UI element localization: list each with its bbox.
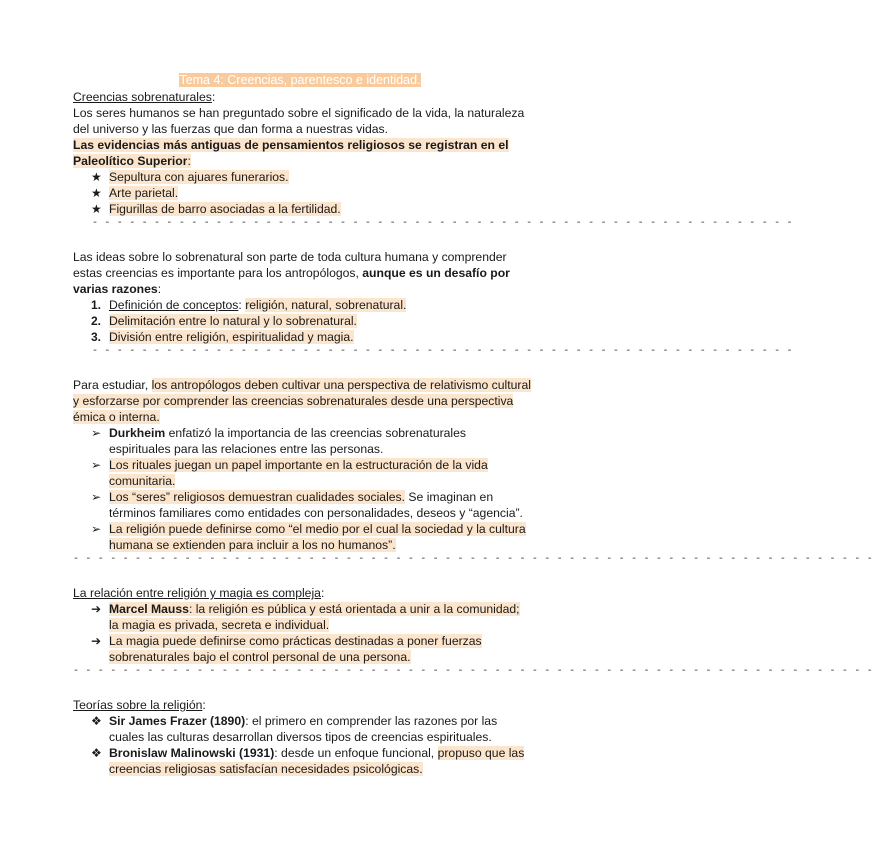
list-item: La religión puede definirse como “el medio por el cual la sociedad y la cultura xyxy=(109,522,526,536)
dashed-separator: - - - - - - - - - - - - - - - - - - - - - - - - - - - - - - - - - - - - - - - - - - - - - - - - - - - - - - - - - - - - - - - - - xyxy=(73,554,873,565)
star-bullet-icon: ★ xyxy=(91,186,102,200)
list-number: 2. xyxy=(91,314,102,328)
paragraph-line: del universo y las fuerzas que dan forma a nuestras vidas. xyxy=(73,122,389,136)
section-heading-creencias: Creencias sobrenaturales: xyxy=(73,90,216,104)
paragraph-line: émica o interna. xyxy=(73,410,160,424)
arrow-bullet-icon: ➔ xyxy=(91,634,102,648)
bold-statement: Paleolítico Superior: xyxy=(73,154,191,168)
list-item: La magia puede definirse como prácticas destinadas a poner fuerzas xyxy=(109,634,482,648)
list-item: Los “seres” religiosos demuestran cualidades sociales. Se imaginan en xyxy=(109,490,494,504)
list-item-continuation: espirituales para las relaciones entre las personas. xyxy=(109,442,384,456)
list-item: División entre religión, espiritualidad y magia. xyxy=(109,330,354,344)
diamond-bullet-icon: ❖ xyxy=(91,746,102,760)
list-number: 1. xyxy=(91,298,102,312)
paragraph-line: varias razones: xyxy=(73,282,162,296)
arrowhead-bullet-icon: ➢ xyxy=(91,522,102,536)
star-bullet-icon: ★ xyxy=(91,202,102,216)
arrowhead-bullet-icon: ➢ xyxy=(91,490,102,504)
bold-statement: Las evidencias más antiguas de pensamientos religiosos se registran en el xyxy=(73,138,509,152)
arrowhead-bullet-icon: ➢ xyxy=(91,458,102,472)
document-title xyxy=(0,72,600,88)
list-item-continuation: sobrenaturales bajo el control personal de una persona. xyxy=(109,650,411,664)
star-bullet-icon: ★ xyxy=(91,170,102,184)
list-item: Sir James Frazer (1890): el primero en comprender las razones por las xyxy=(109,714,498,728)
list-item: Durkheim enfatizó la importancia de las creencias sobrenaturales xyxy=(109,426,467,440)
list-item-continuation: cuales las culturas desarrollan diversos tipos de creencias espirituales. xyxy=(109,730,492,744)
list-item: Figurillas de barro asociadas a la fertilidad. xyxy=(109,202,341,216)
list-item: Sepultura con ajuares funerarios. xyxy=(109,170,289,184)
list-item-continuation: términos familiares como entidades con personalidades, deseos y “agencia”. xyxy=(109,506,523,520)
list-number: 3. xyxy=(91,330,102,344)
paragraph-line: Los seres humanos se han preguntado sobre el significado de la vida, la naturaleza xyxy=(73,106,525,120)
list-item-continuation: humana se extienden para incluir a los no humanos”. xyxy=(109,538,396,552)
diamond-bullet-icon: ❖ xyxy=(91,714,102,728)
paragraph-line: Para estudiar, los antropólogos deben cultivar una perspectiva de relativismo cultural xyxy=(73,378,531,392)
list-item-continuation: comunitaria. xyxy=(109,474,176,488)
paragraph-line: estas creencias es importante para los antropólogos, aunque es un desafío por xyxy=(73,266,510,280)
list-item: Definición de conceptos: religión, natural, sobrenatural. xyxy=(109,298,407,312)
dashed-separator: - - - - - - - - - - - - - - - - - - - - - - - - - - - - - - - - - - - - - - - - - - - - - - - - - - - - - - - - - xyxy=(92,218,793,229)
dashed-separator: - - - - - - - - - - - - - - - - - - - - - - - - - - - - - - - - - - - - - - - - - - - - - - - - - - - - - - - - - - - - - - - - - xyxy=(73,666,873,677)
paragraph-line: y esforzarse por comprender las creencias sobrenaturales desde una perspectiva xyxy=(73,394,514,408)
paragraph-line: Las ideas sobre lo sobrenatural son parte de toda cultura humana y comprender xyxy=(73,250,507,264)
arrow-bullet-icon: ➔ xyxy=(91,602,102,616)
dashed-separator: - - - - - - - - - - - - - - - - - - - - - - - - - - - - - - - - - - - - - - - - - - - - - - - - - - - - - - - - - xyxy=(92,346,793,357)
section-heading-teorias: Teorías sobre la religión: xyxy=(73,698,206,712)
title-text: Tema 4: Creencias, parentesco e identidad. xyxy=(179,73,421,87)
arrowhead-bullet-icon: ➢ xyxy=(91,426,102,440)
list-item: Delimitación entre lo natural y lo sobrenatural. xyxy=(109,314,357,328)
list-item: Bronislaw Malinowski (1931): desde un enfoque funcional, propuso que las xyxy=(109,746,525,760)
list-item-continuation: la magia es privada, secreta e individual. xyxy=(109,618,330,632)
list-item: Arte parietal. xyxy=(109,186,179,200)
list-item: Marcel Mauss: la religión es pública y está orientada a unir a la comunidad; xyxy=(109,602,520,616)
section-heading-religion-magia: La relación entre religión y magia es compleja: xyxy=(73,586,325,600)
list-item: Los rituales juegan un papel importante en la estructuración de la vida xyxy=(109,458,488,472)
list-item-continuation: creencias religiosas satisfacían necesidades psicológicas. xyxy=(109,762,423,776)
